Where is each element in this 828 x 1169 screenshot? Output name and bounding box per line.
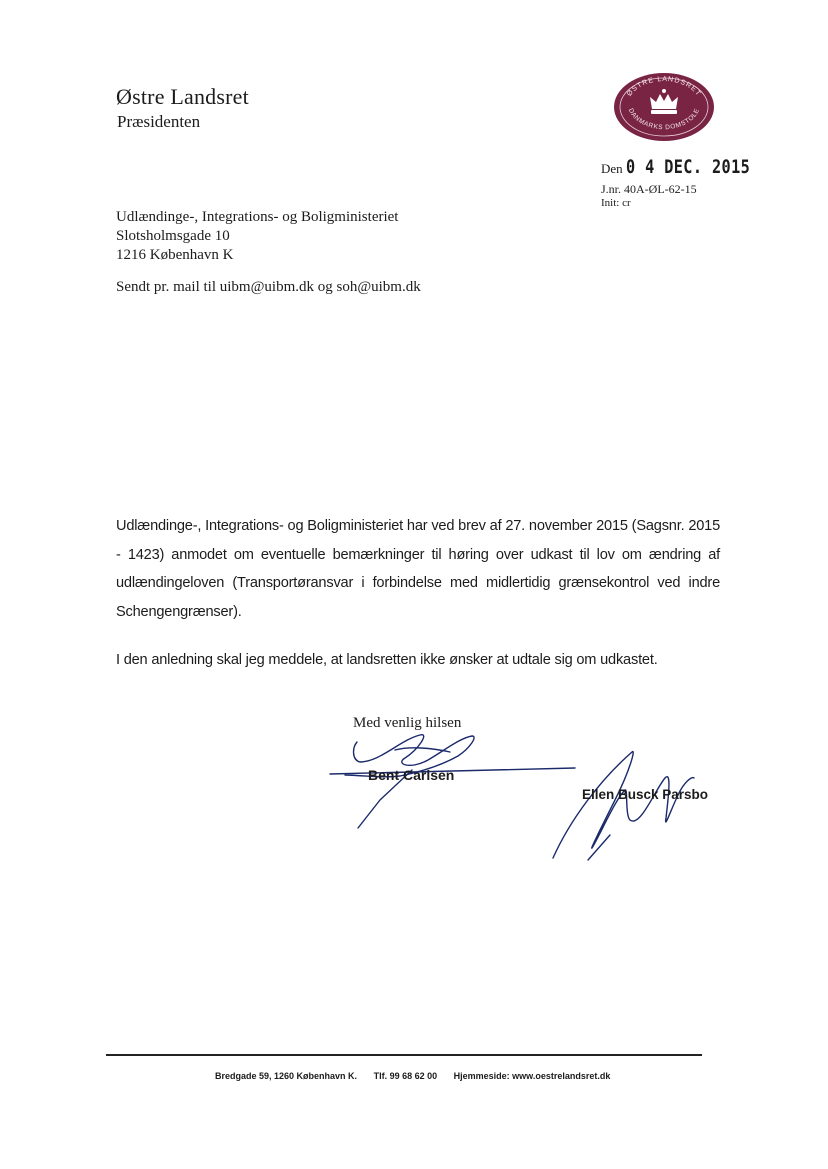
journal-number: J.nr. 40A-ØL-62-15	[601, 182, 697, 196]
initials: Init: cr	[601, 197, 631, 209]
recipient-name: Udlændinge-, Integrations- og Boligministeriet	[116, 209, 399, 225]
sent-by-mail: Sendt pr. mail til uibm@uibm.dk og soh@uibm.dk	[116, 279, 421, 295]
footer-address: Bredgade 59, 1260 København K.	[215, 1071, 358, 1081]
recipient-city: 1216 København K	[116, 247, 234, 263]
body-paragraph: Udlændinge-, Integrations- og Boligministeriet har ved brev af 27. november 2015 (Sagsnr. 2015 - 1423) anmodet om eventuelle bemærkninger til høring over udkast til lov om ændring af udlændingeloven (Transportøransvar i forbindelse med midlertidig grænsekontrol ved indre Schengengrænser).	[116, 518, 720, 620]
closing-greeting: Med venlig hilsen	[353, 715, 462, 731]
date-prefix: Den	[601, 161, 623, 176]
date-line	[601, 156, 781, 178]
footer-website: Hjemmeside: www.oestrelandsret.dk	[453, 1071, 611, 1081]
footer-divider	[106, 1054, 702, 1056]
court-name: Østre Landsret	[116, 84, 249, 109]
footer	[215, 1071, 624, 1081]
signatory-1-name: Bent Carlsen	[368, 767, 455, 783]
court-seal-icon	[613, 72, 715, 142]
recipient-street: Slotsholmsgade 10	[116, 228, 230, 244]
seal-bottom-text: DANMARKS DOMSTOLE	[626, 107, 702, 132]
date-stamp: 0 4 DEC. 2015	[625, 156, 751, 178]
seal-top-text: ØSTRE LANDSRET	[626, 75, 703, 98]
footer-phone: Tlf. 99 68 62 00	[373, 1071, 438, 1081]
body-paragraph-2: I den anledning skal jeg meddele, at landsretten ikke ønsker at udtale sig om udkastet.	[116, 652, 658, 668]
signatory-2-name: Ellen Busck Parsbo	[582, 787, 709, 802]
department: Præsidenten	[117, 112, 201, 131]
